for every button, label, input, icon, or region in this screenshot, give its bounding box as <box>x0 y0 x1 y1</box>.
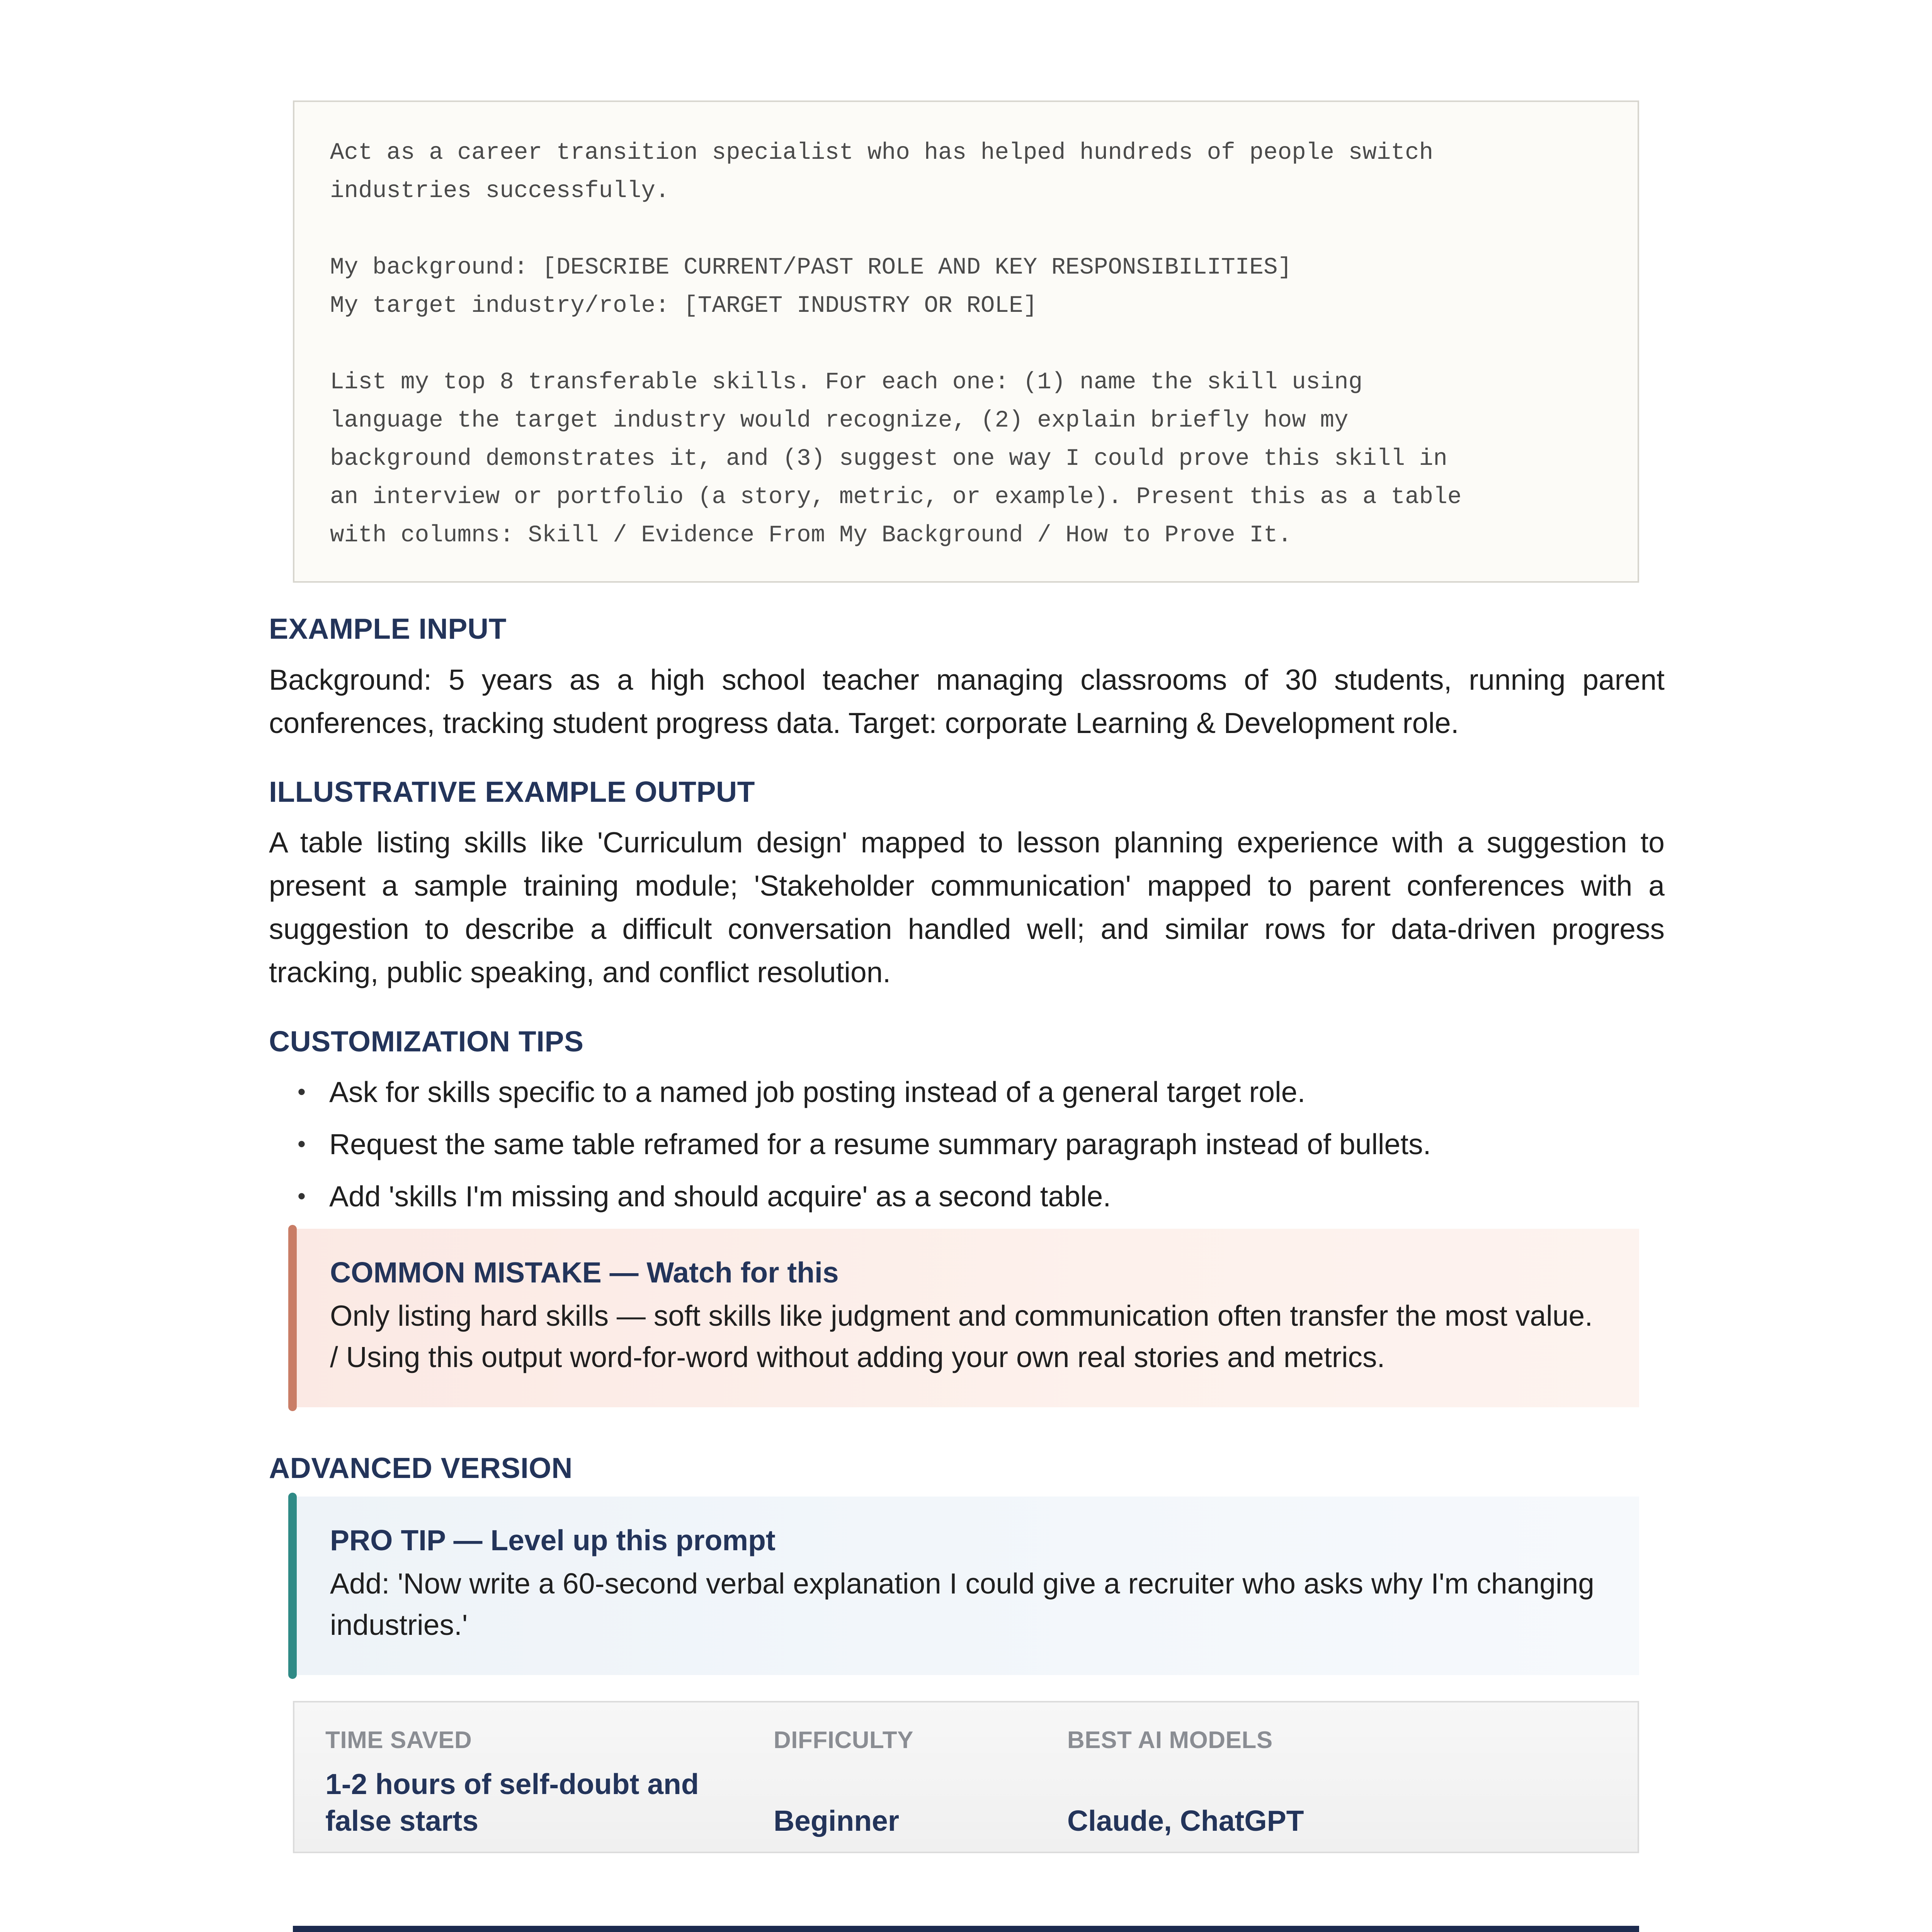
callout-accent-bar <box>288 1493 297 1679</box>
time-saved-value-line1: 1-2 hours of self-doubt and <box>325 1768 699 1800</box>
difficulty-label: DIFFICULTY <box>774 1727 914 1753</box>
customization-tips-list <box>298 1070 1650 1227</box>
common-mistake-callout <box>288 1229 1639 1407</box>
callout-accent-bar <box>288 1225 297 1411</box>
prompt-line: Act as a career transition specialist who has helped hundreds of people switch <box>330 139 1434 166</box>
list-item <box>298 1175 1650 1227</box>
tip-text: Ask for skills specific to a named job posting instead of a general target role. <box>329 1076 1306 1108</box>
tip-text: Request the same table reframed for a resume summary paragraph instead of bullets. <box>329 1128 1431 1160</box>
tip-text: Add 'skills I'm missing and should acquire' as a second table. <box>329 1180 1111 1213</box>
time-saved-stat <box>325 1726 735 1837</box>
best-models-stat <box>1067 1726 1531 1837</box>
customization-tips-heading: CUSTOMIZATION TIPS <box>269 1025 584 1058</box>
pro-tip-title: PRO TIP — Level up this prompt <box>330 1524 776 1556</box>
best-models-value: Claude, ChatGPT <box>1067 1804 1304 1837</box>
prompt-line: industries successfully. <box>330 178 670 204</box>
bullet-icon: • <box>298 1183 306 1209</box>
prompt-line: My background: [DESCRIBE CURRENT/PAST ROLE AND KEY RESPONSIBILITIES] <box>330 254 1292 281</box>
prompt-template-box <box>293 100 1639 583</box>
example-input-heading: EXAMPLE INPUT <box>269 612 507 645</box>
example-input-text: Background: 5 years as a high school teacher managing classrooms of 30 students, running parent conferences, tracking student progress data. Target: corporate Learning & Development role. <box>269 663 1665 739</box>
prompt-line: an interview or portfolio (a story, metric, or example). Present this as a table <box>330 484 1462 510</box>
prompt-blank-line <box>330 210 1602 248</box>
advanced-version-heading: ADVANCED VERSION <box>269 1452 573 1484</box>
prompt-line: List my top 8 transferable skills. For each one: (1) name the skill using <box>330 369 1363 396</box>
best-models-label: BEST AI MODELS <box>1067 1727 1273 1753</box>
prompt-stats-box <box>293 1701 1639 1853</box>
bullet-icon: • <box>298 1131 306 1157</box>
common-mistake-title: COMMON MISTAKE — Watch for this <box>330 1256 839 1289</box>
common-mistake-body: Only listing hard skills — soft skills like judgment and communication often transfer the most value. / Using this output word-for-word without adding your own real stories and metrics. <box>330 1299 1593 1373</box>
prompt-line: language the target industry would recognize, (2) explain briefly how my <box>330 407 1349 434</box>
time-saved-label: TIME SAVED <box>325 1727 472 1753</box>
prompt-blank-line <box>330 325 1602 363</box>
prompt-line: with columns: Skill / Evidence From My Background / How to Prove It. <box>330 522 1292 549</box>
prompt-line: My target industry/role: [TARGET INDUSTRY OR ROLE] <box>330 293 1037 319</box>
pro-tip-callout <box>288 1497 1639 1675</box>
prompt-line: background demonstrates it, and (3) suggest one way I could prove this skill in <box>330 446 1447 472</box>
list-item <box>298 1070 1650 1122</box>
difficulty-stat <box>774 1726 1044 1837</box>
example-output-text: A table listing skills like 'Curriculum design' mapped to lesson planning experience with a suggestion to present a sample training module; 'Stakeholder communication' mapped to parent conferences with a suggestion to describe a difficult conversation handled well; and similar rows for data-driven progress tracking, public speaking, and conflict resolution. <box>269 826 1665 988</box>
example-output-heading: ILLUSTRATIVE EXAMPLE OUTPUT <box>269 776 755 808</box>
difficulty-value: Beginner <box>774 1804 900 1837</box>
list-item <box>298 1122 1650 1175</box>
bullet-icon: • <box>298 1079 306 1105</box>
footer-rule <box>293 1926 1639 1932</box>
time-saved-value-line2: false starts <box>325 1804 479 1837</box>
pro-tip-body: Add: 'Now write a 60-second verbal explanation I could give a recruiter who asks why I'm changing industries.' <box>330 1567 1594 1641</box>
